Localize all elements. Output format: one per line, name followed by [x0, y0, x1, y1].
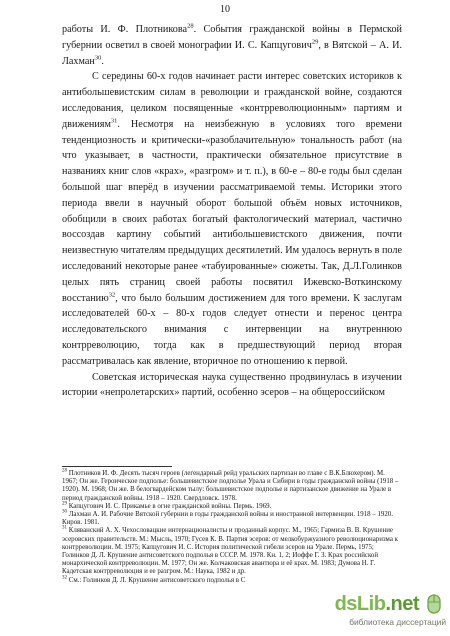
paragraph-text: Советская историческая наука существенно продвинулась в изучении истории «непролетарских» партий, особенно эсеров – на общероссийском: [62, 371, 402, 399]
watermark: [322, 592, 446, 627]
footnote-ref: 28: [187, 22, 194, 30]
paragraph-text: .: [101, 55, 104, 67]
paragraph: [62, 370, 402, 402]
footnote: [62, 470, 402, 503]
main-text: [62, 22, 402, 401]
paragraph: [62, 22, 402, 69]
paragraph-text: работы И. Ф. Плотникова: [62, 24, 188, 35]
footnote-text: Кляванский А. Х. Чехословацкие интернационалисты и проданный корпус. М., 1965; Гармиза В. В. Крушение эсеровских правительств. М.: Мысль, 1970; Гусев К. В. Партия эсеров: от мелкобуржуазного революционаризма к контрреволюции. М. 1975; Капцугович И. С. История политической гибели эсеров на Урале. Пермь, 1975; Голинков Д. Л. Крушение антисоветского подполья в СССР. М. 1978. Кн. 1, 2; Иоффе Г. З. Крах российской монархической контрреволюции. М. 1977; Он же. Колчаковская авантюра и её крах. М. 1983; Думова Н. Г. Кадетская контрреволюция и ее разгром. М.: Наука, 1982 и др.: [62, 527, 398, 576]
footnote-number: 31: [62, 526, 67, 532]
footnote-number: 30: [62, 509, 67, 515]
paragraph-text: . Несмотря на неизбежную в условиях того времени тенденциозность и критически-«разоблачительную» тональность работ (на что указывает, в частности, практически обязательное присутствие в названиях книг слов «крах», «разгром» и т. п.), в 60-е – 80-е годы был сделан большой шаг вперёд в изучении рассматриваемой темы. Историки этого периода ввели в научный оборот большой объём новых источников, обобщили в своих работах богатый фактологический материал, частично воссоздав картину событий антибольшевистского движения, почти неизвестную читателям предыдущих десятилетий. Им удалось вернуть в поле исследований некоторые ранее «табуированные» сюжеты. Так, Д.Л.Голинков целых пять страниц своей работы посвятил Ижевско-Воткинскому восстанию: [62, 118, 402, 304]
watermark-caption: библиотека диссертаций: [349, 617, 446, 627]
watermark-domain: .net: [385, 592, 419, 615]
paragraph-text: , в Вятской – А. И. Лахман: [62, 39, 402, 67]
footnote: [62, 577, 402, 585]
page-number: 10: [220, 4, 230, 15]
paragraph-text: , что было большим достижением для того времени. К заслугам исследователей 60-х – 80-х годов следует отнести и перенос центра исследовательского внимания с интервенции на внутреннюю контрреволюцию, тогда как в предшествующий период вторая рассматривалась как явление, вторичное по отношению к первой.: [62, 292, 402, 367]
paragraph-text: С середины 60-х годов начинает расти интерес советских историков к антибольшевистским силам в революции и гражданской войне, создаются исследования, целиком посвященные «контрреволюционным» партиям и движениям: [62, 71, 402, 130]
footnote: [62, 527, 402, 576]
computer-mouse-icon: [422, 592, 446, 616]
footnote-ref: 32: [108, 291, 116, 299]
footnote-text: Капцугович И. С. Прикамье в огне гражданской войны. Пермь. 1969.: [67, 502, 272, 510]
watermark-logo-text: [335, 593, 419, 616]
footnote: [62, 511, 402, 527]
footnote-ref: 29: [311, 38, 319, 46]
footnote-number: 32: [62, 575, 67, 581]
footnote-separator: [62, 466, 172, 467]
footnote-number: 28: [62, 468, 67, 474]
footnote-text: Лахман А. И. Рабочие Вятской губернии в годы гражданской войны и иностранной интервенции. 1918 – 1920. Киров. 1981.: [62, 511, 393, 527]
footnote: [62, 503, 402, 511]
footnote-ref: 30: [94, 54, 102, 62]
footnote-ref: 31: [110, 117, 118, 125]
paragraph-text: . События гражданской войны в Пермской губернии осветил в своей монографии И. С. Капцугович: [62, 24, 402, 51]
footnote-text: Плотников И. Ф. Десять тысяч героев (легендарный рейд уральских партизан во главе с В.К.Блюхером). М. 1967; Он же. Героическое подполье: большевистское подполье Урала и Сибири в годы гражданской войны (1918 – 1920). М. 1968; Он же. В белогвардейском тылу: большевистское подполье и партизанское движение на Урале в период гражданской войны. 1918 – 1920. Свердловск. 1978.: [62, 470, 399, 502]
paragraph: [62, 69, 402, 369]
watermark-brand: dsLib: [334, 592, 386, 615]
footnote-number: 29: [62, 501, 67, 507]
footnote-text: См.: Голинков Д. Л. Крушение антисоветского подполья в С: [67, 576, 246, 584]
footnotes: [62, 470, 402, 585]
